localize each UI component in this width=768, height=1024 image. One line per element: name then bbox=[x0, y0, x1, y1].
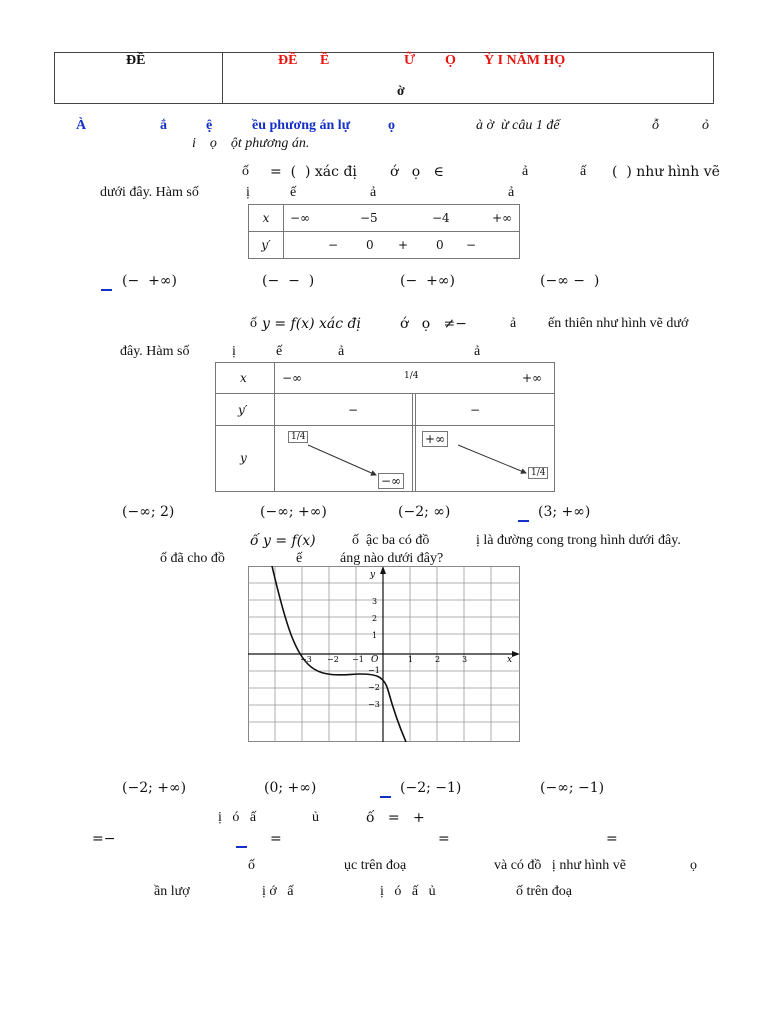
q2-text-a: ố bbox=[250, 316, 257, 331]
q3-x-tick-5: 2 bbox=[435, 655, 441, 664]
q1-table-yp-label: y′ bbox=[249, 232, 284, 259]
q2-text-d: ả bbox=[510, 316, 517, 331]
q2-table-yp-right: − bbox=[470, 403, 481, 417]
q4-line4-a: ần lượ bbox=[154, 884, 190, 899]
q3-line2-a: ố đã cho đồ bbox=[160, 551, 225, 566]
header-title-3: Ữ bbox=[404, 53, 416, 68]
q2-line2-a: đây. Hàm số bbox=[120, 344, 190, 359]
q1-option-a: (− +∞) bbox=[122, 273, 177, 289]
q1-table-yp-row bbox=[284, 232, 520, 259]
q3-y-tick-5: −2 bbox=[368, 683, 380, 692]
q2-arrow-right bbox=[458, 445, 526, 473]
q2-table-y-label: y bbox=[240, 451, 247, 465]
q4-line2-a: =− bbox=[92, 831, 116, 847]
q3-y-tick-2: 2 bbox=[372, 614, 378, 623]
q3-function-graph bbox=[248, 566, 520, 742]
q2-table-x-left: −∞ bbox=[282, 371, 303, 385]
q3-option-c: (−2; −1) bbox=[400, 780, 462, 796]
q1-option-b: (− − ) bbox=[262, 273, 315, 289]
q2-table-y-left-bottom: −∞ bbox=[378, 473, 404, 489]
q2-table-x-right: +∞ bbox=[522, 371, 543, 385]
q1-text-c: ớ ọ ∈ bbox=[390, 164, 444, 180]
header-left-label: ĐỀ bbox=[126, 53, 146, 68]
q1-x-val-1: −∞ bbox=[290, 211, 311, 225]
q3-x-tick-6: 3 bbox=[462, 655, 468, 664]
q4-answer-marker bbox=[236, 833, 247, 848]
q4-line4-b: ị ớ ấ bbox=[262, 884, 294, 899]
q1-x-val-4: +∞ bbox=[492, 211, 513, 225]
q2-text-e: ến thiên như hình vẽ dướ bbox=[548, 316, 689, 331]
q2-table-yp-label: y′ bbox=[238, 403, 248, 417]
header-box bbox=[54, 52, 714, 104]
intro-line2: i ọ ột phương án. bbox=[192, 136, 310, 151]
q3-answer-marker bbox=[380, 783, 391, 798]
intro-part7: ỏ bbox=[702, 118, 709, 133]
q3-axis-label-y: y bbox=[370, 570, 376, 580]
q2-table-x-mid: 1/4 bbox=[404, 371, 419, 381]
q1-option-d: (−∞ − ) bbox=[540, 273, 600, 289]
q3-option-b: (0; +∞) bbox=[264, 780, 317, 796]
q1-line2-d: ả bbox=[370, 185, 377, 200]
q1-sign-table bbox=[248, 204, 520, 259]
q2-table-y-right-bottom: 1/4 bbox=[528, 467, 548, 479]
header-title-5: Ỳ I NĂM HỌ bbox=[484, 53, 566, 68]
q3-x-tick-1: −3 bbox=[300, 655, 312, 664]
q4-line1-c: ố = + bbox=[366, 810, 425, 826]
q1-line2-e: ả bbox=[508, 185, 515, 200]
intro-part5: à ờ ừ câu 1 để bbox=[476, 118, 560, 133]
q1-yp-val-1: − bbox=[328, 238, 339, 252]
q3-y-tick-1: 3 bbox=[372, 597, 378, 606]
q3-line2-c: áng nào dưới đây? bbox=[340, 551, 444, 566]
q2-arrow-left bbox=[308, 445, 376, 475]
intro-part1: ắ bbox=[160, 118, 167, 133]
q3-line2-b: ế bbox=[296, 551, 303, 566]
q2-table-x-label: x bbox=[240, 371, 247, 385]
q2-line2-c: ế bbox=[276, 344, 283, 359]
q4-line4-c: ị ó ấ ủ bbox=[380, 884, 436, 899]
q2-option-a: (−∞; 2) bbox=[122, 504, 175, 520]
q1-text-b: = ( ) xác đị bbox=[270, 164, 357, 180]
q3-origin-label: O bbox=[371, 655, 379, 665]
intro-part3: ều phương án lự bbox=[252, 118, 351, 133]
q1-text-a: ố bbox=[242, 164, 249, 179]
q2-text-c: ớ ọ ≠− bbox=[400, 316, 468, 332]
q3-option-a: (−2; +∞) bbox=[122, 780, 187, 796]
q3-text-c: ị là đường cong trong hình dưới đây. bbox=[476, 533, 681, 548]
q3-x-tick-3: −1 bbox=[352, 655, 364, 664]
q2-table-yp-left: − bbox=[348, 403, 359, 417]
q4-line3-c: và có đồ ị như hình vẽ bbox=[494, 858, 627, 873]
q4-line2-eq3: = bbox=[606, 831, 618, 847]
q3-y-tick-4: −1 bbox=[368, 666, 380, 675]
q2-variation-table bbox=[215, 362, 555, 492]
q2-option-b: (−∞; +∞) bbox=[260, 504, 327, 520]
q2-line2-e: ả bbox=[474, 344, 481, 359]
q1-line2-a: dưới đây. Hàm số bbox=[100, 185, 199, 200]
q1-text-e: ấ bbox=[580, 164, 587, 179]
q1-answer-marker bbox=[101, 276, 112, 291]
intro-marker: À bbox=[76, 118, 87, 133]
q3-text-b: ố ậc ba có đồ bbox=[352, 533, 430, 548]
q1-line2-c: ế bbox=[290, 185, 297, 200]
q2-table-y-left-top: 1/4 bbox=[288, 431, 308, 443]
q4-line3-a: ố bbox=[248, 858, 255, 873]
q2-answer-marker bbox=[518, 507, 529, 522]
q4-line2-eq1: = bbox=[270, 831, 282, 847]
q2-table-arrows bbox=[216, 363, 554, 491]
q1-yp-val-5: − bbox=[466, 238, 477, 252]
q1-table-x-label: x bbox=[249, 205, 284, 232]
q2-line2-b: ị bbox=[232, 344, 236, 359]
q3-y-tick-3: 1 bbox=[372, 631, 378, 640]
header-title-2: Ề bbox=[320, 53, 330, 68]
q1-yp-val-4: 0 bbox=[436, 238, 444, 252]
q1-x-val-3: −4 bbox=[432, 211, 450, 225]
q1-yp-val-2: 0 bbox=[366, 238, 374, 252]
q3-option-d: (−∞; −1) bbox=[540, 780, 605, 796]
q3-text-a: ố y = f(x) bbox=[250, 533, 316, 549]
q1-yp-val-3: + bbox=[398, 238, 409, 252]
q4-line3-b: ục trên đoạ bbox=[344, 858, 407, 873]
intro-part2: ệ bbox=[206, 118, 213, 133]
header-divider bbox=[222, 52, 223, 103]
q3-x-tick-2: −2 bbox=[327, 655, 339, 664]
header-title-1: ĐỀ bbox=[278, 53, 298, 68]
q1-line2-b: ị bbox=[246, 185, 250, 200]
q2-line2-d: ả bbox=[338, 344, 345, 359]
q3-y-tick-6: −3 bbox=[368, 700, 380, 709]
q4-line1-b: ủ bbox=[312, 810, 319, 825]
q1-text-d: ả bbox=[522, 164, 529, 179]
header-subtitle: ờ bbox=[397, 84, 405, 99]
q1-text-f: ( ) như hình vẽ bbox=[612, 164, 720, 180]
q4-line1-a: ị ó ấ bbox=[218, 810, 257, 825]
intro-part4: ọ bbox=[388, 118, 395, 133]
q2-option-d: (3; +∞) bbox=[538, 504, 591, 520]
q1-table-x-row bbox=[284, 205, 520, 232]
q1-option-c: (− +∞) bbox=[400, 273, 455, 289]
q2-text-b: y = f(x) xác đị bbox=[262, 316, 361, 332]
q3-axis-label-x: x bbox=[507, 655, 513, 665]
q2-table-y-right-top: +∞ bbox=[422, 431, 448, 447]
q2-option-c: (−2; ∞) bbox=[398, 504, 451, 520]
q4-line4-d: ố trên đoạ bbox=[516, 884, 572, 899]
intro-part6: ỗ bbox=[652, 118, 659, 133]
q4-line3-d: ọ bbox=[690, 858, 697, 873]
header-title-4: Ọ bbox=[445, 53, 456, 68]
q3-x-tick-4: 1 bbox=[408, 655, 414, 664]
q1-x-val-2: −5 bbox=[360, 211, 378, 225]
q4-line2-eq2: = bbox=[438, 831, 450, 847]
